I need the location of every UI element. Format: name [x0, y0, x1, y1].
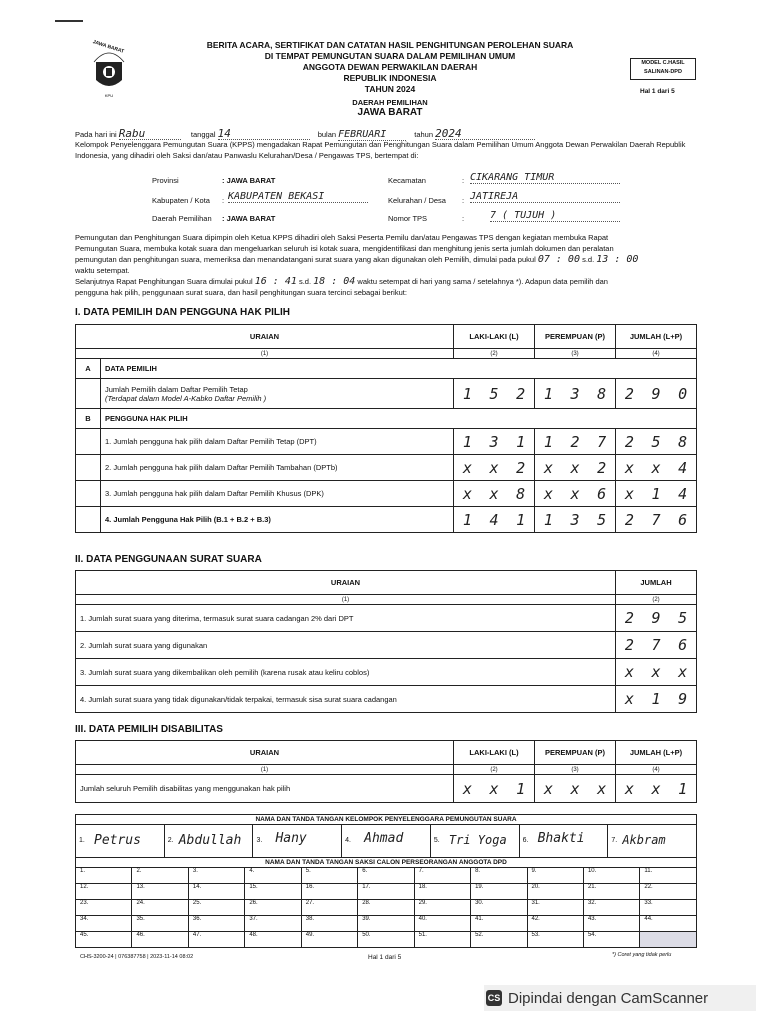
count-start: 16 : 41: [254, 276, 297, 287]
digit: 7: [643, 507, 670, 533]
saksi-cell: 37.: [245, 916, 301, 932]
saksi-cell: 45.: [76, 932, 132, 948]
saksi-row: [76, 868, 697, 884]
kecamatan-value: CIKARANG TIMUR: [470, 172, 620, 184]
saksi-cell: 10.: [583, 868, 639, 884]
col-num-3: (3): [535, 349, 616, 359]
kecamatan-label: Kecamatan: [388, 176, 426, 185]
kpps-slot: [76, 825, 165, 857]
digit: x: [643, 659, 670, 686]
saksi-cell: 15.: [245, 884, 301, 900]
col-jumlah: JUMLAH (L+P): [616, 325, 697, 349]
digit: 7: [588, 429, 615, 455]
saksi-cell: 11.: [640, 868, 697, 884]
saksi-row: [76, 884, 697, 900]
digit: x: [616, 659, 643, 686]
table-row: [76, 686, 697, 713]
saksi-cell: 7.: [414, 868, 470, 884]
row-label: 1. Jumlah surat suara yang diterima, termasuk surat suara cadangan 2% dari DPT: [76, 605, 616, 632]
saksi-cell: 43.: [583, 916, 639, 932]
table-row: [76, 379, 697, 409]
paragraph-line5-text: Selanjutnya Rapat Penghitungan Suara dimulai pukul: [75, 277, 253, 286]
section2-table: [75, 570, 697, 713]
bulan-value: FEBRUARI: [338, 129, 406, 141]
digit: x: [535, 481, 562, 507]
dapil-value: : JAWA BARAT: [222, 214, 276, 223]
saksi-cell: 52.: [471, 932, 527, 948]
saksi-cell: 3.: [188, 868, 244, 884]
digit: 3: [481, 429, 508, 455]
kelurahan-label: Kelurahan / Desa: [388, 196, 446, 205]
digit: 8: [507, 481, 534, 507]
col-laki: LAKI-LAKI (L): [454, 741, 535, 765]
paragraph-line5: [75, 276, 608, 287]
saksi-cell: 18.: [414, 884, 470, 900]
table-row: [76, 775, 697, 803]
region-name: JAWA BARAT: [357, 107, 423, 118]
section-b-title: PENGGUNA HAK PILIH: [101, 409, 697, 429]
digit: x: [562, 455, 589, 481]
row-gap: [76, 481, 101, 507]
col-perempuan: PEREMPUAN (P): [535, 325, 616, 349]
saksi-cell: 41.: [471, 916, 527, 932]
col-uraian: URAIAN: [76, 571, 616, 595]
kpps-title: NAMA DAN TANDA TANGAN KELOMPOK PENYELENGGARA PEMUNGUTAN SUARA: [76, 815, 697, 825]
row-label: Jumlah seluruh Pemilih disabilitas yang menggunakan hak pilih: [76, 775, 454, 803]
digit: 6: [588, 481, 615, 507]
saksi-cell: 40.: [414, 916, 470, 932]
camscanner-watermark: [484, 985, 756, 1011]
row-gap: [76, 379, 101, 409]
kpps-slot: [253, 825, 342, 857]
paragraph-line3: [75, 254, 638, 265]
digit: 9: [643, 379, 670, 409]
col-perempuan: PEREMPUAN (P): [535, 741, 616, 765]
digit: 1: [507, 429, 534, 455]
row-label: 2. Jumlah surat suara yang digunakan: [76, 632, 616, 659]
digit: x: [643, 775, 670, 803]
table-row: [76, 507, 697, 533]
saksi-cell: 2.: [132, 868, 188, 884]
row-gap: [76, 455, 101, 481]
digit: 1: [454, 429, 481, 455]
svg-text:KPU: KPU: [104, 93, 114, 98]
kpps-signature: Akbram: [622, 833, 666, 847]
saksi-cell: 23.: [76, 900, 132, 916]
kecamatan-colon: :: [462, 176, 465, 185]
kpps-signature: Ahmad: [364, 831, 404, 846]
digit: x: [562, 481, 589, 507]
digit: 5: [669, 605, 696, 632]
digit: 7: [643, 632, 670, 659]
sd-label: s.d.: [582, 255, 595, 264]
saksi-cell: 31.: [527, 900, 583, 916]
tps-value: 7 ( TUJUH ): [490, 210, 620, 222]
tanggal-label: tanggal: [190, 130, 216, 139]
saksi-cell: 30.: [471, 900, 527, 916]
saksi-cell: 5.: [301, 868, 357, 884]
digit: 1: [454, 507, 481, 533]
digit: 1: [643, 481, 670, 507]
row-label: 4. Jumlah surat suara yang tidak digunakan/tidak terpakai, termasuk sisa surat suara cadangan: [76, 686, 616, 713]
tahun-value: 2024: [435, 128, 535, 140]
digit: 5: [481, 379, 508, 409]
saksi-cell: 8.: [471, 868, 527, 884]
digit: x: [643, 455, 670, 481]
bulan-label: bulan: [317, 130, 337, 139]
digit: 1: [643, 686, 670, 713]
kpu-logo: [86, 40, 132, 100]
intro-text: Kelompok Penyelenggara Pemungutan Suara (KPPS) mengadakan Rapat Pemungutan dan Penghitungan Suara dalam Pemilihan Umum Anggota Dewan Perwakilan Daerah Republik Indonesia, yang dihadiri oleh Saksi dan/atau Panwaslu Kelurahan/Desa / Pengawas TPS, bertempat di:: [75, 140, 686, 160]
kpps-signature: Petrus: [94, 833, 141, 848]
hari-value: Rabu: [119, 128, 181, 140]
digit: 2: [616, 507, 643, 533]
digit: 2: [616, 632, 643, 659]
saksi-cell: 44.: [640, 916, 697, 932]
logo-text: JAWA BARAT: [91, 39, 125, 55]
footer-code: CHS-3200-24 | 076387758 | 2023-11-14 08:02: [80, 954, 194, 960]
row-label: 1. Jumlah pengguna hak pilih dalam Daftar Pemilih Tetap (DPT): [101, 429, 454, 455]
kpps-signature: Hany: [275, 831, 307, 846]
row-label: 4. Jumlah Pengguna Hak Pilih (B.1 + B.2 + B.3): [101, 507, 454, 533]
provinsi-value: : JAWA BARAT: [222, 176, 276, 185]
time-start: 07 : 00: [537, 254, 580, 265]
paragraph-line2: Pemungutan Suara, membuka kotak suara dan mengeluarkan seluruh isi kotak suara, mengidentifikasi dan menghitung jenis serta jumlah dokumen dan peralatan: [75, 244, 614, 253]
saksi-cell: 54.: [583, 932, 639, 948]
time-end: 13 : 00: [596, 254, 639, 265]
camscanner-icon: CS: [486, 990, 502, 1006]
section-a-title: DATA PEMILIH: [101, 359, 697, 379]
digit: 1: [507, 507, 534, 533]
saksi-cell: 49.: [301, 932, 357, 948]
header-line: DI TEMPAT PEMUNGUTAN SUARA DALAM PEMILIHAN UMUM: [264, 51, 516, 61]
digit: x: [454, 481, 481, 507]
footer-note: *) Coret yang tidak perlu: [612, 952, 672, 958]
header-line: ANGGOTA DEWAN PERWAKILAN DAERAH: [302, 62, 478, 72]
kpps-no: 2.: [167, 837, 174, 844]
section2-title: II. DATA PENGGUNAAN SURAT SUARA: [75, 554, 262, 565]
digit: 8: [588, 379, 615, 409]
saksi-cell: 35.: [132, 916, 188, 932]
paragraph-line4: waktu setempat.: [75, 266, 130, 275]
col-uraian: URAIAN: [76, 325, 454, 349]
col-jumlah: JUMLAH (L+P): [616, 741, 697, 765]
digit: x: [588, 775, 615, 803]
saksi-cell: 17.: [358, 884, 414, 900]
col-num-1: (1): [76, 765, 454, 775]
saksi-row: [76, 932, 697, 948]
saksi-cell: 12.: [76, 884, 132, 900]
footer-page: Hal 1 dari 5: [368, 954, 402, 961]
col-laki: LAKI-LAKI (L): [454, 325, 535, 349]
header-line: BERITA ACARA, SERTIFIKAT DAN CATATAN HASIL PENGHITUNGAN PEROLEHAN SUARA: [206, 40, 574, 50]
kpps-slot: [608, 825, 696, 857]
saksi-cell: 13.: [132, 884, 188, 900]
digit: 6: [669, 632, 696, 659]
sd-label-2: s.d.: [298, 277, 312, 286]
saksi-cell: 25.: [188, 900, 244, 916]
kpps-no: 3.: [256, 837, 263, 844]
tanggal-value: 14: [218, 128, 310, 140]
saksi-cell: 48.: [245, 932, 301, 948]
saksi-cell: [640, 932, 697, 948]
saksi-title: NAMA DAN TANDA TANGAN SAKSI CALON PERSEORANGAN ANGGOTA DPD: [76, 858, 697, 868]
digit: 8: [669, 429, 696, 455]
saksi-cell: 19.: [471, 884, 527, 900]
col-num-4: (4): [616, 765, 697, 775]
header-line: REPUBLIK INDONESIA: [343, 73, 437, 83]
digit: 5: [643, 429, 670, 455]
page-number: Hal 1 dari 5: [640, 88, 675, 95]
document-header: [200, 40, 580, 95]
digit: x: [562, 775, 589, 803]
saksi-cell: 21.: [583, 884, 639, 900]
digit: x: [481, 775, 508, 803]
saksi-cell: 42.: [527, 916, 583, 932]
section1-title: I. DATA PEMILIH DAN PENGGUNA HAK PILIH: [75, 307, 290, 318]
kpps-no: 4.: [345, 837, 351, 844]
signature-table: [75, 814, 697, 948]
digit: 2: [616, 379, 643, 409]
kpps-slot: [165, 825, 254, 857]
kpps-signature: Tri Yoga: [448, 833, 507, 847]
saksi-cell: 38.: [301, 916, 357, 932]
row-label: [101, 379, 454, 409]
saksi-cell: 14.: [188, 884, 244, 900]
table-row: [76, 632, 697, 659]
tps-colon: :: [462, 214, 465, 223]
digit: 1: [535, 507, 562, 533]
saksi-cell: 29.: [414, 900, 470, 916]
section3-table: [75, 740, 697, 803]
a-row-line2: (Terdapat dalam Model A-Kabko Daftar Pemilih ): [105, 393, 267, 403]
section-a-label: A: [76, 359, 101, 379]
digit: 2: [507, 455, 534, 481]
kpps-no: 7.: [611, 837, 618, 844]
table-row: [76, 455, 697, 481]
col-num-2: (2): [616, 595, 697, 605]
digit: 3: [562, 379, 589, 409]
col-num-2: (2): [454, 765, 535, 775]
table-row: [76, 605, 697, 632]
saksi-cell: 20.: [527, 884, 583, 900]
digit: 1: [535, 379, 562, 409]
saksi-cell: 27.: [301, 900, 357, 916]
digit: x: [616, 775, 643, 803]
col-jumlah: JUMLAH: [616, 571, 697, 595]
table-row: [76, 481, 697, 507]
table-row: [76, 659, 697, 686]
kpps-signature: Bhakti: [537, 831, 585, 846]
region-label: DAERAH PEMILIHAN: [352, 98, 428, 107]
kpps-slot: [431, 825, 520, 857]
paragraph-line3-text: pemungutan dan penghitungan suara, memeriksa dan menandatangani surat suara yang akan digunakan oleh Pemilih, dimulai pada pukul: [75, 255, 536, 264]
digit: x: [616, 455, 643, 481]
digit: 9: [643, 605, 670, 632]
paragraph-line6: pengguna hak pilih, penggunaan surat suara, dan hasil penghitungan suara tercinci sebagai berikut:: [75, 288, 407, 297]
paragraph-line5-tail: waktu setempat di hari yang sama / setelahnya *). Adapun data pemilih dan: [357, 277, 608, 286]
model-box: [630, 58, 696, 80]
row-gap: [76, 507, 101, 533]
kelurahan-value: JATIREJA: [470, 191, 620, 203]
digit: 4: [481, 507, 508, 533]
saksi-cell: 39.: [358, 916, 414, 932]
saksi-cell: 34.: [76, 916, 132, 932]
digit: x: [454, 455, 481, 481]
saksi-cell: 51.: [414, 932, 470, 948]
digit: 2: [616, 429, 643, 455]
digit: 3: [562, 507, 589, 533]
digit: x: [454, 775, 481, 803]
digit: 9: [669, 686, 696, 713]
section-b-label: B: [76, 409, 101, 429]
kpps-slot: [520, 825, 609, 857]
digit: 6: [669, 507, 696, 533]
col-num-1: (1): [76, 595, 616, 605]
digit: x: [616, 686, 643, 713]
col-num-1: (1): [76, 349, 454, 359]
provinsi-label: Provinsi: [152, 176, 179, 185]
saksi-cell: 36.: [188, 916, 244, 932]
saksi-cell: 6.: [358, 868, 414, 884]
col-num-2: (2): [454, 349, 535, 359]
kabkota-colon: :: [222, 196, 225, 205]
col-num-4: (4): [616, 349, 697, 359]
digit: x: [616, 481, 643, 507]
saksi-cell: 50.: [358, 932, 414, 948]
digit: x: [535, 455, 562, 481]
digit: 2: [562, 429, 589, 455]
digit: 4: [669, 455, 696, 481]
section3-title: III. DATA PEMILIH DISABILITAS: [75, 724, 223, 735]
count-end: 18 : 04: [313, 276, 356, 287]
paragraph-line1: Pemungutan dan Penghitungan Suara dipimpin oleh Ketua KPPS dihadiri oleh Saksi Peserta Pemilu dan/atau Pengawas TPS dengan kegiatan membuka Rapat: [75, 233, 609, 242]
pada-hari-ini-label: Pada hari ini: [75, 130, 117, 139]
dapil-label: Daerah Pemilihan: [152, 214, 212, 223]
saksi-cell: 16.: [301, 884, 357, 900]
saksi-cell: 33.: [640, 900, 697, 916]
row-label: 3. Jumlah pengguna hak pilih dalam Daftar Pemilih Khusus (DPK): [101, 481, 454, 507]
digit: 5: [588, 507, 615, 533]
kpps-signature: Abdullah: [178, 833, 242, 848]
digit: 4: [669, 481, 696, 507]
digit: 1: [669, 775, 696, 803]
camscanner-text: Dipindai dengan CamScanner: [508, 989, 709, 1007]
saksi-cell: 9.: [527, 868, 583, 884]
tps-label: Nomor TPS: [388, 214, 428, 223]
row-label: 3. Jumlah surat suara yang dikembalikan oleh pemilih (karena rusak atau keliru coblos): [76, 659, 616, 686]
saksi-cell: 53.: [527, 932, 583, 948]
header-line: TAHUN 2024: [364, 84, 416, 94]
kpps-no: 5.: [433, 837, 440, 844]
kpps-signature-row: [76, 825, 697, 858]
saksi-row: [76, 916, 697, 932]
saksi-cell: 32.: [583, 900, 639, 916]
model-line1: MODEL C.HASIL: [641, 60, 685, 66]
saksi-cell: 1.: [76, 868, 132, 884]
digit: 1: [535, 429, 562, 455]
kpps-signature-cell: [76, 825, 697, 858]
digit: x: [535, 775, 562, 803]
saksi-cell: 47.: [188, 932, 244, 948]
saksi-cell: 4.: [245, 868, 301, 884]
saksi-cell: 28.: [358, 900, 414, 916]
kabkota-label: Kabupaten / Kota: [152, 196, 210, 205]
saksi-cell: 24.: [132, 900, 188, 916]
digit: 0: [669, 379, 696, 409]
col-num-3: (3): [535, 765, 616, 775]
saksi-cell: 46.: [132, 932, 188, 948]
digit: 2: [507, 379, 534, 409]
col-uraian: URAIAN: [76, 741, 454, 765]
digit: x: [481, 455, 508, 481]
a-row-line1: Jumlah Pemilih dalam Daftar Pemilih Tetap: [105, 384, 248, 394]
tahun-label: tahun: [414, 130, 434, 139]
kelurahan-colon: :: [462, 196, 465, 205]
kpps-slot: [342, 825, 431, 857]
digit: 1: [454, 379, 481, 409]
section1-table: [75, 324, 697, 533]
digit: 1: [507, 775, 534, 803]
kabkota-value: KABUPATEN BEKASI: [228, 191, 368, 203]
digit: 2: [616, 605, 643, 632]
kpps-no: 1.: [79, 837, 85, 844]
saksi-row: [76, 900, 697, 916]
row-label: 2. Jumlah pengguna hak pilih dalam Daftar Pemilih Tambahan (DPTb): [101, 455, 454, 481]
saksi-cell: 26.: [245, 900, 301, 916]
digit: x: [669, 659, 696, 686]
digit: 2: [588, 455, 615, 481]
digit: x: [481, 481, 508, 507]
table-row: [76, 429, 697, 455]
row-gap: [76, 429, 101, 455]
kpps-no: 6.: [522, 837, 529, 844]
model-line2: SALINAN-DPD: [644, 69, 682, 75]
saksi-cell: 22.: [640, 884, 697, 900]
region-block: [300, 98, 480, 118]
corner-mark: [55, 20, 83, 22]
